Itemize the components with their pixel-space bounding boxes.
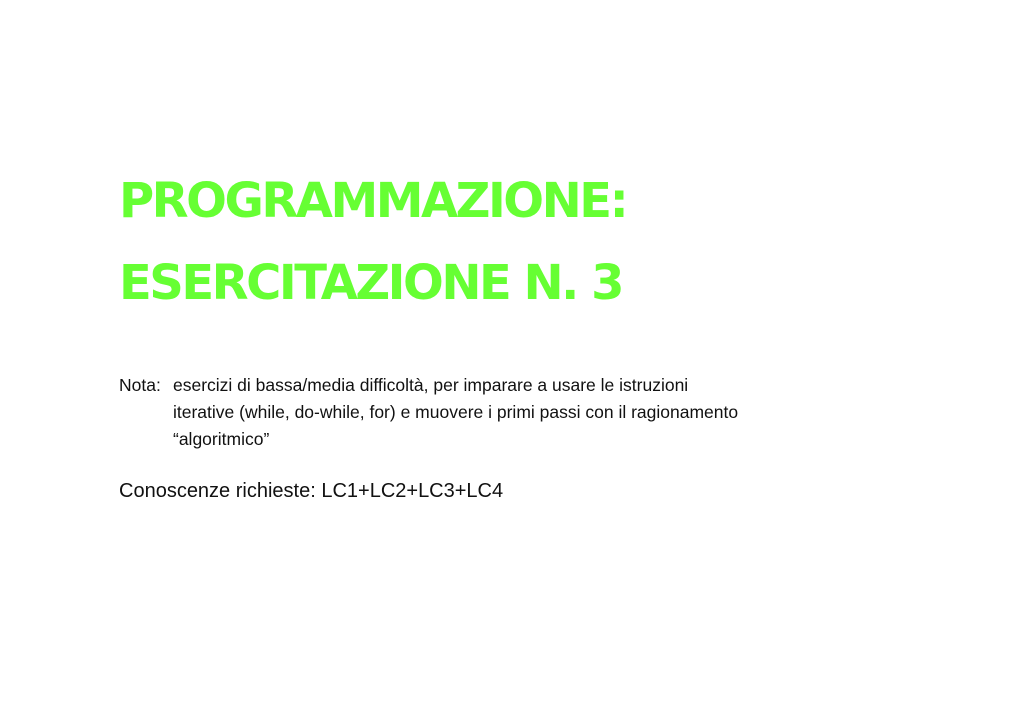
title-line-1: PROGRAMMAZIONE: [119, 173, 627, 229]
slide-title [119, 160, 626, 324]
note-line-1: esercizi di bassa/media difficoltà, per imparare a usare le istruzioni [173, 375, 689, 395]
title-line-2: ESERCITAZIONE N. 3 [119, 255, 623, 311]
note-line-3: “algoritmico” [173, 429, 270, 449]
note-label: Nota: [119, 375, 161, 395]
note-line-2: iterative (while, do-while, for) e muovere i primi passi con il ragionamento [173, 402, 739, 422]
note-block [119, 372, 879, 453]
required-knowledge: Conoscenze richieste: LC1+LC2+LC3+LC4 [119, 480, 504, 502]
note-text [173, 372, 879, 453]
